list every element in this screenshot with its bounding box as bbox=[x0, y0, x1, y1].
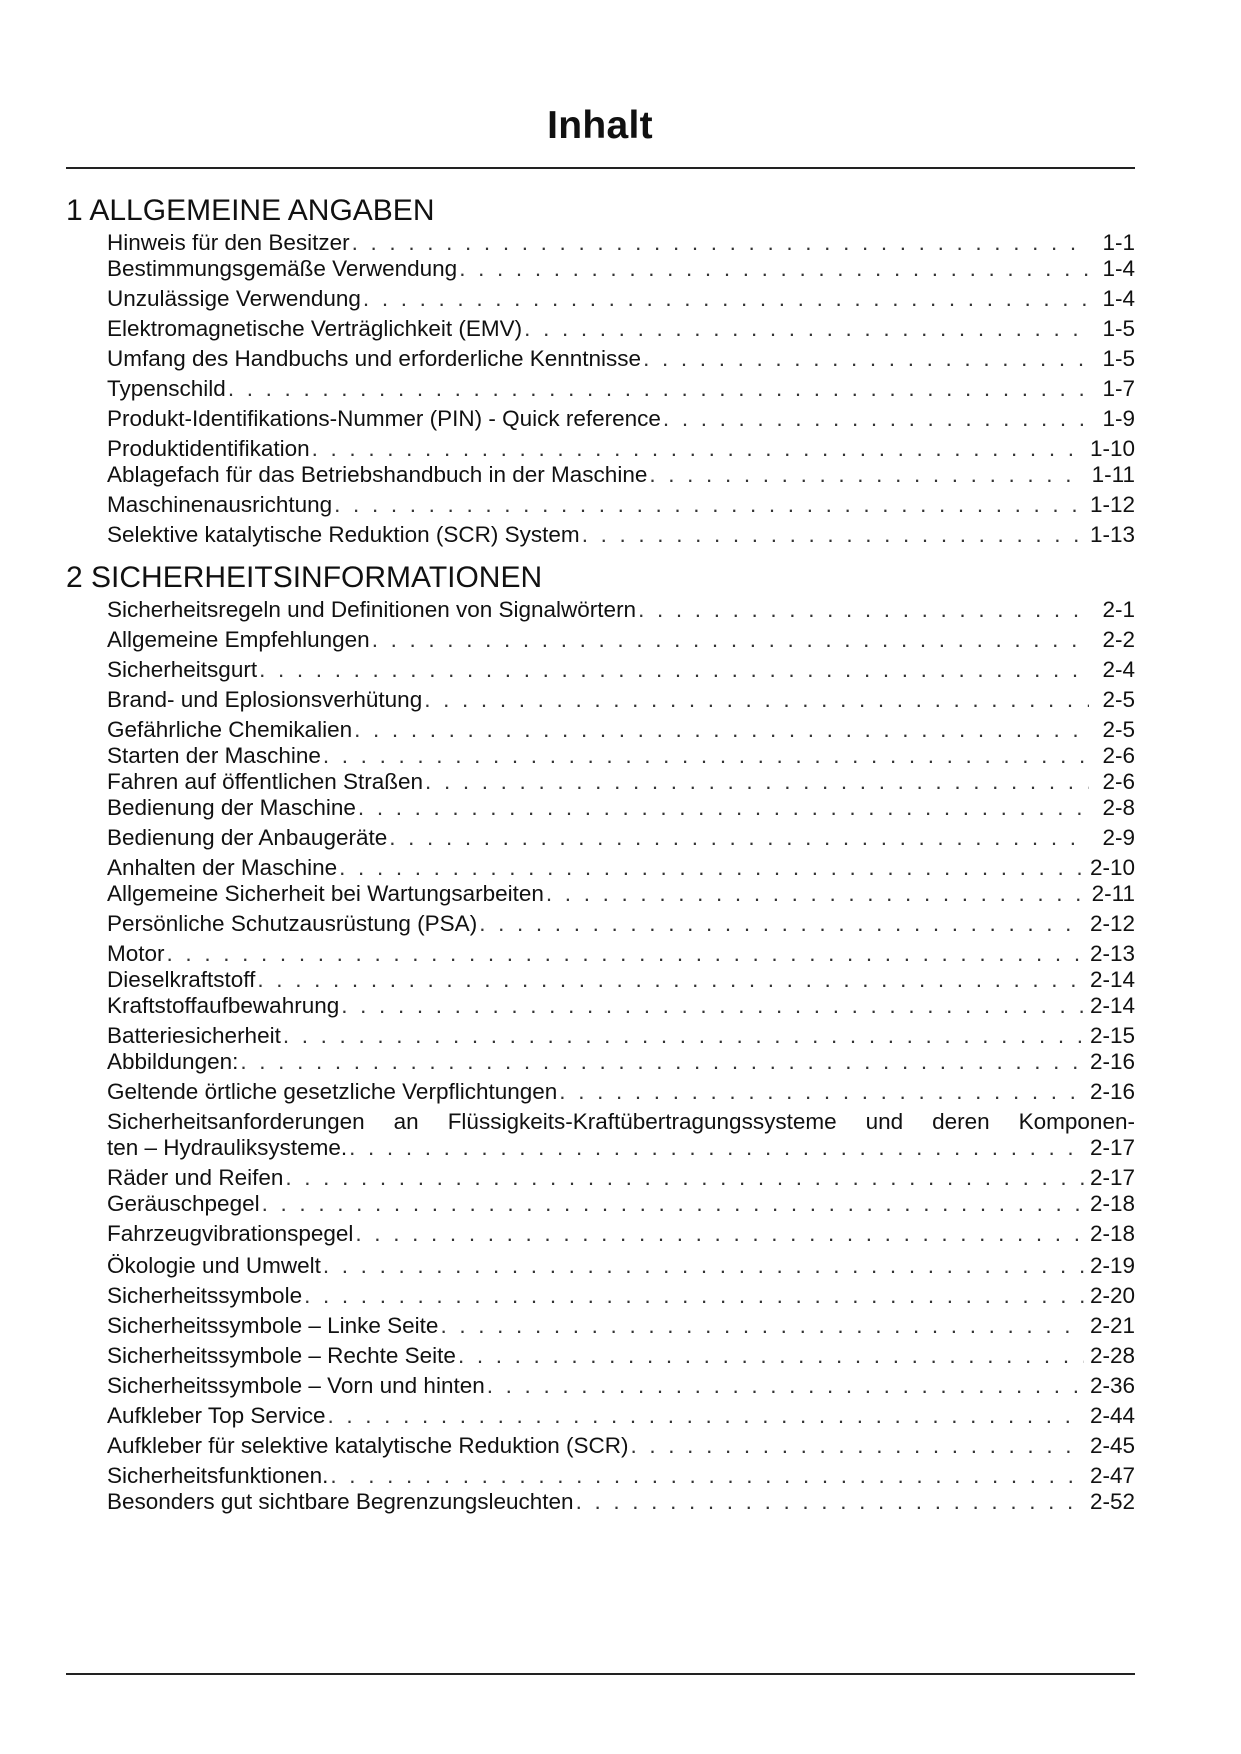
toc-entry[interactable] bbox=[107, 1489, 1135, 1515]
toc-entry-line bbox=[107, 1343, 1135, 1369]
toc-entry-page: 2-6 bbox=[1102, 743, 1135, 768]
toc-entry-line bbox=[107, 855, 1135, 881]
toc-section-2 bbox=[66, 563, 1135, 1515]
toc-entry-label: Gefährliche Chemikalien bbox=[107, 717, 353, 742]
header-rule bbox=[66, 167, 1135, 169]
toc-entry-line bbox=[107, 436, 1135, 462]
toc-entry-line bbox=[107, 717, 1135, 743]
toc-entry[interactable] bbox=[107, 1221, 1135, 1247]
toc-entry[interactable] bbox=[107, 743, 1135, 769]
toc-entry-line bbox=[107, 1283, 1135, 1309]
dot-leader bbox=[228, 376, 1089, 402]
toc-entry-label: Bedienung der Maschine bbox=[107, 795, 356, 820]
toc-entry-page: 2-21 bbox=[1089, 1313, 1135, 1338]
toc-entry-label: Besonders gut sichtbare Begrenzungsleuchten bbox=[107, 1489, 574, 1514]
toc-entry-label: Fahrzeugvibrationspegel bbox=[107, 1221, 354, 1246]
toc-entry-label: Unzulässige Verwendung bbox=[107, 286, 361, 311]
toc-entry-page: 1-12 bbox=[1089, 492, 1135, 517]
toc-entry[interactable] bbox=[107, 256, 1135, 282]
toc-entry[interactable] bbox=[107, 346, 1135, 372]
toc-entry[interactable] bbox=[107, 993, 1135, 1019]
toc-word: deren bbox=[932, 1109, 990, 1134]
dot-leader bbox=[643, 346, 1089, 372]
toc-entry[interactable] bbox=[107, 1463, 1135, 1489]
toc-entry[interactable] bbox=[107, 1253, 1135, 1279]
toc-entry[interactable] bbox=[107, 1403, 1135, 1429]
toc-entry-page: 2-52 bbox=[1089, 1489, 1135, 1514]
toc-entry-page: 1-13 bbox=[1089, 522, 1135, 547]
toc-entry-label: Produkt-Identifikations-Nummer (PIN) - Quick reference bbox=[107, 406, 661, 431]
toc-word: an bbox=[393, 1109, 419, 1134]
toc-entry-label: Ökologie und Umwelt bbox=[107, 1253, 321, 1278]
dot-leader bbox=[372, 627, 1089, 653]
toc-entry-line bbox=[107, 911, 1135, 937]
toc-word: Sicherheitsanforderungen bbox=[107, 1109, 365, 1134]
toc-entry-line bbox=[107, 1023, 1135, 1049]
toc-entry[interactable] bbox=[107, 1373, 1135, 1399]
toc-entry-line bbox=[107, 1489, 1135, 1515]
toc-entry-page: 2-18 bbox=[1089, 1221, 1135, 1246]
toc-entry-line bbox=[107, 769, 1135, 795]
toc-entry-label: Abbildungen: bbox=[107, 1049, 239, 1074]
toc-entry[interactable] bbox=[107, 717, 1135, 743]
toc-entry-label: Sicherheitsregeln und Definitionen von Signalwörtern bbox=[107, 597, 637, 622]
toc-entry-line bbox=[107, 286, 1135, 312]
toc-entry-label: ten – Hydrauliksysteme. bbox=[107, 1135, 348, 1160]
toc-entry-line bbox=[107, 1253, 1135, 1279]
toc-entry-line bbox=[107, 825, 1135, 851]
toc-entry-label: Geräuschpegel bbox=[107, 1191, 260, 1216]
dot-leader bbox=[259, 657, 1089, 683]
dot-leader bbox=[240, 1049, 1084, 1075]
toc-entry-label: Sicherheitssymbole bbox=[107, 1283, 303, 1308]
toc-entry-line bbox=[107, 1433, 1135, 1459]
toc-entry-page: 2-14 bbox=[1089, 993, 1135, 1018]
dot-leader bbox=[167, 941, 1084, 967]
dot-leader bbox=[576, 1489, 1084, 1515]
toc-entry[interactable] bbox=[107, 627, 1135, 653]
dot-leader bbox=[459, 256, 1089, 282]
toc-entry-page: 2-19 bbox=[1089, 1253, 1135, 1278]
toc-entry-line bbox=[107, 743, 1135, 769]
dot-leader bbox=[262, 1191, 1084, 1217]
toc-entry[interactable] bbox=[107, 1433, 1135, 1459]
toc-entry[interactable] bbox=[107, 316, 1135, 342]
toc-entry-page: 2-5 bbox=[1102, 717, 1135, 742]
toc-entry[interactable] bbox=[107, 522, 1135, 548]
toc-entry-label: Batteriesicherheit bbox=[107, 1023, 281, 1048]
toc-entry[interactable] bbox=[107, 657, 1135, 683]
toc-entry-label: Brand- und Eplosionsverhütung bbox=[107, 687, 423, 712]
toc-entry-label: Ablagefach für das Betriebshandbuch in der Maschine bbox=[107, 462, 648, 487]
toc-word: und bbox=[865, 1109, 904, 1134]
toc-entry[interactable] bbox=[107, 855, 1135, 881]
toc-entry-line bbox=[107, 1135, 1135, 1161]
toc-entry-line bbox=[107, 376, 1135, 402]
toc-entry-line bbox=[107, 967, 1135, 993]
dot-leader bbox=[425, 769, 1089, 795]
toc-entry[interactable] bbox=[107, 881, 1135, 907]
toc-entry-page: 2-17 bbox=[1089, 1165, 1135, 1190]
toc-entry-label: Sicherheitssymbole – Linke Seite bbox=[107, 1313, 439, 1338]
dot-leader bbox=[349, 1135, 1084, 1161]
toc-entry-page: 2-12 bbox=[1089, 911, 1135, 936]
toc-entry-page: 2-6 bbox=[1102, 769, 1135, 794]
toc-entry-label: Sicherheitssymbole – Vorn und hinten bbox=[107, 1373, 485, 1398]
toc-list bbox=[66, 230, 1135, 548]
toc-entry-page: 1-9 bbox=[1102, 406, 1135, 431]
toc-entry-line bbox=[107, 993, 1135, 1019]
toc-entry-line bbox=[107, 1463, 1135, 1489]
toc-entry-page: 2-14 bbox=[1089, 967, 1135, 992]
dot-leader bbox=[458, 1343, 1084, 1369]
dot-leader bbox=[339, 855, 1084, 881]
toc-entry-label: Kraftstoffaufbewahrung bbox=[107, 993, 340, 1018]
toc-entry-page: 1-4 bbox=[1102, 286, 1135, 311]
toc-entry[interactable] bbox=[107, 492, 1135, 518]
toc-section-1 bbox=[66, 196, 1135, 548]
toc-entry-page: 1-5 bbox=[1102, 316, 1135, 341]
dot-leader bbox=[363, 286, 1089, 312]
toc-entry[interactable] bbox=[107, 376, 1135, 402]
toc-entry-page: 1-10 bbox=[1089, 436, 1135, 461]
toc-entry[interactable] bbox=[107, 1079, 1135, 1105]
toc-entry-page: 2-13 bbox=[1089, 941, 1135, 966]
toc-entry-label: Sicherheitssymbole – Rechte Seite bbox=[107, 1343, 456, 1368]
dot-leader bbox=[424, 687, 1089, 713]
toc-entry-line bbox=[107, 597, 1135, 623]
toc-entry-label: Umfang des Handbuchs und erforderliche Kenntnisse bbox=[107, 346, 642, 371]
toc-entry-line bbox=[107, 1313, 1135, 1339]
dot-leader bbox=[479, 911, 1084, 937]
toc-entry-page: 2-10 bbox=[1089, 855, 1135, 880]
toc-entry[interactable] bbox=[107, 1283, 1135, 1309]
toc-entry[interactable] bbox=[107, 406, 1135, 432]
toc-entry-line bbox=[107, 492, 1135, 518]
toc-entry-line bbox=[107, 346, 1135, 372]
dot-leader bbox=[559, 1079, 1084, 1105]
toc-entry-label: Aufkleber für selektive katalytische Reduktion (SCR) bbox=[107, 1433, 629, 1458]
toc-entry-label: Starten der Maschine bbox=[107, 743, 321, 768]
toc-entry[interactable] bbox=[107, 1109, 1135, 1161]
toc-entry-label: Typenschild bbox=[107, 376, 226, 401]
toc-entry[interactable] bbox=[107, 597, 1135, 623]
toc-entry-page: 1-7 bbox=[1102, 376, 1135, 401]
toc-entry-page: 2-15 bbox=[1089, 1023, 1135, 1048]
toc-word: Komponen- bbox=[1018, 1109, 1135, 1134]
dot-leader bbox=[546, 881, 1086, 907]
toc-entry-line bbox=[107, 1049, 1135, 1075]
toc-entry-page: 2-9 bbox=[1102, 825, 1135, 850]
toc-entry-label: Elektromagnetische Verträglichkeit (EMV) bbox=[107, 316, 523, 341]
dot-leader bbox=[354, 717, 1089, 743]
toc-entry-line bbox=[107, 256, 1135, 282]
toc-entry[interactable] bbox=[107, 769, 1135, 795]
toc-entry[interactable] bbox=[107, 462, 1135, 488]
toc-entry-page: 2-47 bbox=[1089, 1463, 1135, 1488]
toc-entry-line bbox=[107, 522, 1135, 548]
dot-leader bbox=[312, 436, 1084, 462]
toc-entry-label: Aufkleber Top Service bbox=[107, 1403, 326, 1428]
dot-leader bbox=[355, 1221, 1084, 1247]
toc-entry-line bbox=[107, 627, 1135, 653]
toc-entry-label: Motor bbox=[107, 941, 165, 966]
dot-leader bbox=[358, 795, 1089, 821]
toc-entry[interactable] bbox=[107, 825, 1135, 851]
toc-entry-line bbox=[107, 230, 1135, 256]
dot-leader bbox=[341, 993, 1084, 1019]
toc-entry[interactable] bbox=[107, 687, 1135, 713]
toc-entry-line bbox=[107, 687, 1135, 713]
toc-entry-page: 1-1 bbox=[1102, 230, 1135, 255]
toc-entry-line bbox=[107, 462, 1135, 488]
toc-entry-page: 2-28 bbox=[1089, 1343, 1135, 1368]
dot-leader bbox=[582, 522, 1084, 548]
toc-entry-page: 2-36 bbox=[1089, 1373, 1135, 1398]
toc-entry-page: 2-11 bbox=[1091, 881, 1135, 906]
toc-entry-label: Räder und Reifen bbox=[107, 1165, 284, 1190]
toc-entry-line bbox=[107, 1221, 1135, 1247]
toc-entry-label: Persönliche Schutzausrüstung (PSA) bbox=[107, 911, 478, 936]
toc-word: Flüssigkeits-Kraftübertragungssysteme bbox=[447, 1109, 837, 1134]
toc-entry-page: 2-17 bbox=[1089, 1135, 1135, 1160]
dot-leader bbox=[323, 1253, 1084, 1279]
toc-entry-page: 2-44 bbox=[1089, 1403, 1135, 1428]
toc-entry-label: Geltende örtliche gesetzliche Verpflichtungen bbox=[107, 1079, 558, 1104]
toc-entry[interactable] bbox=[107, 967, 1135, 993]
toc-entry-line bbox=[107, 1403, 1135, 1429]
dot-leader bbox=[638, 597, 1089, 623]
toc-entry-label: Hinweis für den Besitzer bbox=[107, 230, 350, 255]
toc-entry-label: Allgemeine Empfehlungen bbox=[107, 627, 370, 652]
toc-entry[interactable] bbox=[107, 795, 1135, 821]
dot-leader bbox=[663, 406, 1089, 432]
toc-entry-label: Fahren auf öffentlichen Straßen bbox=[107, 769, 424, 794]
dot-leader bbox=[440, 1313, 1084, 1339]
toc-entry[interactable] bbox=[107, 230, 1135, 256]
dot-leader bbox=[352, 230, 1089, 256]
toc-entry-line bbox=[107, 941, 1135, 967]
toc-entry[interactable] bbox=[107, 1165, 1135, 1191]
toc-entry-label: Bedienung der Anbaugeräte bbox=[107, 825, 388, 850]
toc-entry-page: 2-45 bbox=[1089, 1433, 1135, 1458]
toc-entry[interactable] bbox=[107, 436, 1135, 462]
dot-leader bbox=[304, 1283, 1084, 1309]
toc-entry[interactable] bbox=[107, 941, 1135, 967]
dot-leader bbox=[283, 1023, 1084, 1049]
dot-leader bbox=[330, 1463, 1084, 1489]
toc-entry-label: Sicherheitsfunktionen. bbox=[107, 1463, 329, 1488]
toc-entry-line bbox=[107, 406, 1135, 432]
dot-leader bbox=[524, 316, 1089, 342]
toc-entry-page: 2-20 bbox=[1089, 1283, 1135, 1308]
toc-entry[interactable] bbox=[107, 1049, 1135, 1075]
toc-entry[interactable] bbox=[107, 911, 1135, 937]
toc-entry-line bbox=[107, 657, 1135, 683]
toc-entry[interactable] bbox=[107, 1343, 1135, 1369]
dot-leader bbox=[334, 492, 1084, 518]
toc-entry-page: 2-18 bbox=[1089, 1191, 1135, 1216]
footer-rule bbox=[66, 1673, 1135, 1675]
toc-entry-label: Selektive katalytische Reduktion (SCR) System bbox=[107, 522, 580, 547]
toc-list bbox=[66, 597, 1135, 1515]
toc-entry-label-line bbox=[107, 1109, 1135, 1135]
toc-entry-label: Allgemeine Sicherheit bei Wartungsarbeiten bbox=[107, 881, 544, 906]
toc-entry-page: 1-4 bbox=[1102, 256, 1135, 281]
toc-entry-label: Bestimmungsgemäße Verwendung bbox=[107, 256, 458, 281]
toc-entry[interactable] bbox=[107, 1313, 1135, 1339]
dot-leader bbox=[487, 1373, 1084, 1399]
toc-entry-line bbox=[107, 1165, 1135, 1191]
toc-entry-line bbox=[107, 795, 1135, 821]
toc-entry-page: 2-16 bbox=[1089, 1049, 1135, 1074]
dot-leader bbox=[389, 825, 1089, 851]
toc-entry[interactable] bbox=[107, 286, 1135, 312]
toc-entry-page: 2-8 bbox=[1102, 795, 1135, 820]
page-title: Inhalt bbox=[547, 104, 653, 147]
toc-entry-line bbox=[107, 1373, 1135, 1399]
toc-entry-line bbox=[107, 316, 1135, 342]
dot-leader bbox=[630, 1433, 1083, 1459]
toc-entry-page: 2-5 bbox=[1102, 687, 1135, 712]
toc-entry-page: 1-11 bbox=[1091, 462, 1135, 487]
section-heading: 1 ALLGEMEINE ANGABEN bbox=[66, 194, 435, 227]
dot-leader bbox=[649, 462, 1085, 488]
toc-entry-label: Sicherheitsgurt bbox=[107, 657, 258, 682]
toc-entry[interactable] bbox=[107, 1191, 1135, 1217]
section-heading: 2 SICHERHEITSINFORMATIONEN bbox=[66, 561, 543, 594]
toc-entry-page: 2-2 bbox=[1102, 627, 1135, 652]
toc-entry-page: 2-1 bbox=[1102, 597, 1135, 622]
dot-leader bbox=[285, 1165, 1084, 1191]
toc-entry-label: Produktidentifikation bbox=[107, 436, 310, 461]
toc-entry-label: Maschinenausrichtung bbox=[107, 492, 333, 517]
toc-entry-label: Dieselkraftstoff bbox=[107, 967, 256, 992]
toc-entry-line bbox=[107, 1079, 1135, 1105]
toc-entry-page: 2-4 bbox=[1102, 657, 1135, 682]
toc-entry-label: Anhalten der Maschine bbox=[107, 855, 338, 880]
dot-leader bbox=[327, 1403, 1084, 1429]
toc-entry[interactable] bbox=[107, 1023, 1135, 1049]
toc-entry-line bbox=[107, 881, 1135, 907]
dot-leader bbox=[257, 967, 1084, 993]
dot-leader bbox=[323, 743, 1089, 769]
toc-entry-page: 2-16 bbox=[1089, 1079, 1135, 1104]
toc-entry-line bbox=[107, 1191, 1135, 1217]
toc-entry-page: 1-5 bbox=[1102, 346, 1135, 371]
